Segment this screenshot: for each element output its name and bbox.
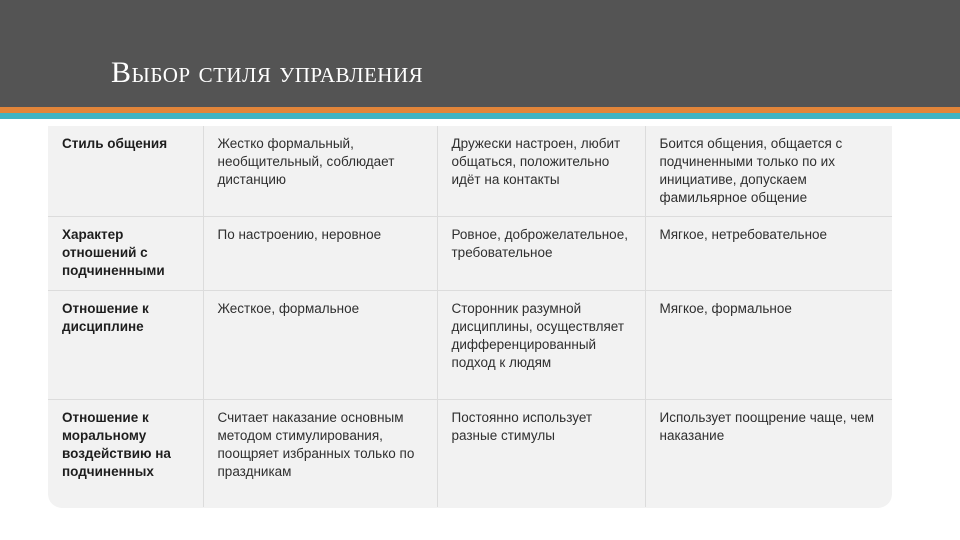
table-cell: Мягкое, формальное <box>645 291 892 400</box>
table-cell: Считает наказание основным методом стимулирования, поощряет избранных только по праздникам <box>203 400 437 508</box>
table-cell: Ровное, доброжелательное, требовательное <box>437 217 645 291</box>
table-cell: Мягкое, нетребовательное <box>645 217 892 291</box>
table-row <box>48 126 892 217</box>
row-header: Отношение к моральному воздействию на подчиненных <box>48 400 203 508</box>
row-header: Стиль общения <box>48 126 203 217</box>
table-cell: Дружески настроен, любит общаться, положительно идёт на контакты <box>437 126 645 217</box>
table-cell: Жесткое, формальное <box>203 291 437 400</box>
row-header: Отношение к дисциплине <box>48 291 203 400</box>
table-cell: Сторонник разумной дисциплины, осуществляет дифференцированный подход к людям <box>437 291 645 400</box>
management-style-table <box>48 126 892 508</box>
table-row <box>48 217 892 291</box>
table-cell: По настроению, неровное <box>203 217 437 291</box>
table-row <box>48 400 892 508</box>
table-cell: Боится общения, общается с подчиненными только по их инициативе, допускаем фамильярное общение <box>645 126 892 217</box>
table-cell: Постоянно использует разные стимулы <box>437 400 645 508</box>
table <box>48 126 892 507</box>
table-cell: Жестко формальный, необщительный, соблюдает дистанцию <box>203 126 437 217</box>
slide-title: Выбор стиля управления <box>111 56 424 89</box>
table-cell: Использует поощрение чаще, чем наказание <box>659 410 875 443</box>
table-row <box>48 291 892 400</box>
title-bar <box>0 0 960 107</box>
row-header: Характер отношений с подчиненными <box>48 217 203 291</box>
accent-stripe-teal <box>0 113 960 119</box>
